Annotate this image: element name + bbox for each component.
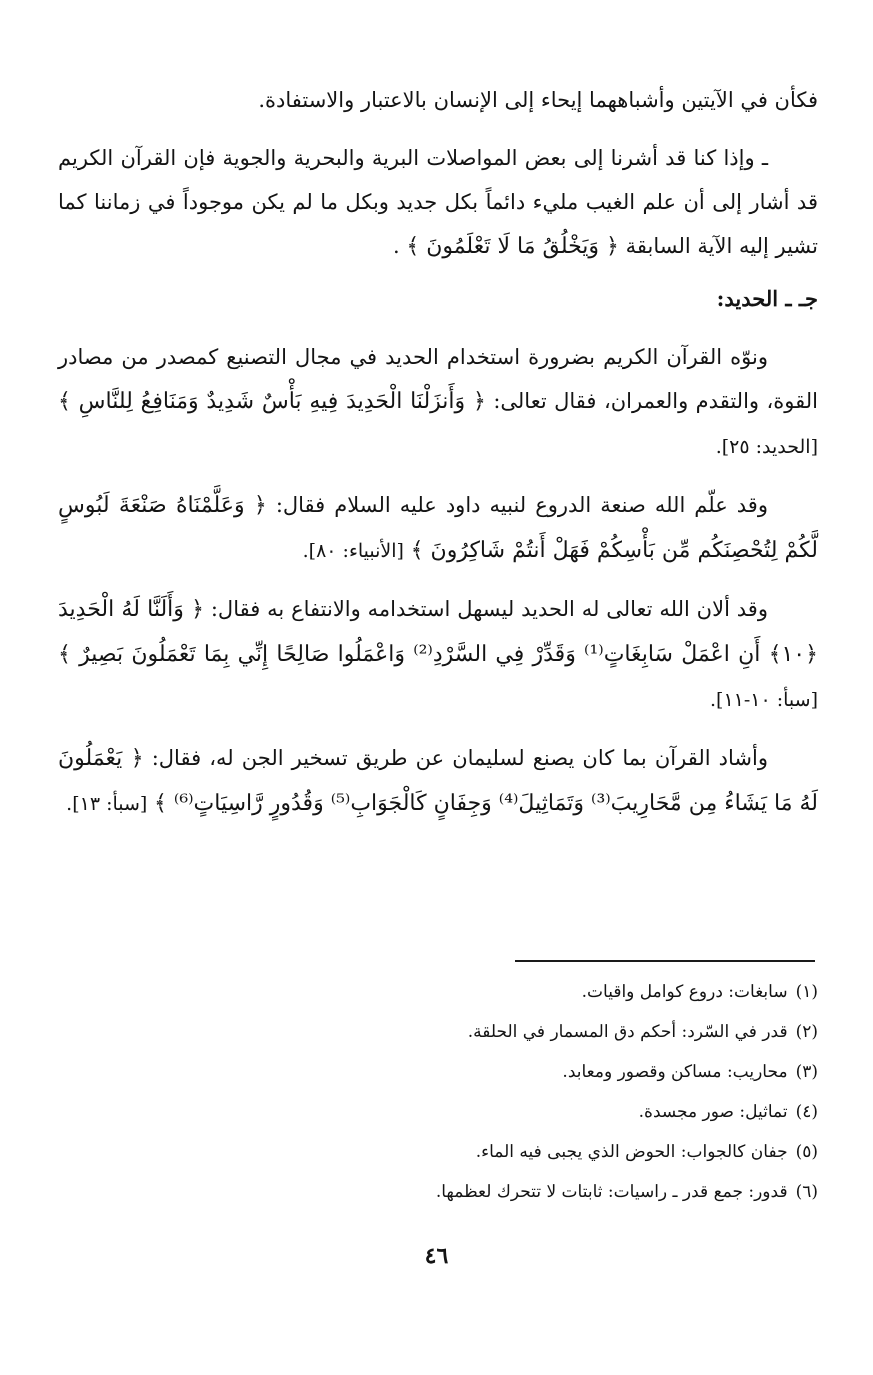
page-number: ٤٦ [424,1243,449,1269]
paragraph-intro [58,78,818,122]
footnote-item [58,1062,818,1082]
footnote-number: (٤) [795,1102,818,1122]
verse-citation: [الحديد: ٢٥]. [715,436,818,458]
quran-verse: ﴿ يَعْمَلُونَ لَهُ مَا يَشَاءُ مِن مَّحَارِيبَ⁽³⁾ وَتَمَاثِيلَ⁽⁴⁾ وَجِفَانٍ كَالْجَوَابِ⁽⁵⁾ وَقُدُورٍ رَّاسِيَاتٍ⁽⁶⁾ ﴾ [58,746,818,816]
footnote-item [58,1102,818,1122]
section-heading: جـ ـ الحديد: [716,286,818,311]
footnote-text: تماثيل: صور مجسدة. [638,1102,788,1122]
footnote-item [58,982,818,1002]
quran-verse: ﴿ وَيَخْلُقُ مَا لَا تَعْلَمُونَ ﴾ [406,234,619,259]
paragraph-iron [58,335,818,469]
footnote-text: سابغات: دروع كوامل واقيات. [581,982,788,1002]
verse-citation: [سبأ: ١٣]. [66,793,148,815]
footnote-number: (٦) [795,1182,818,1202]
footnotes [58,982,818,1222]
footnote-item [58,1142,818,1162]
verse-citation: [سبأ: ١٠-١١]. [709,689,818,711]
paragraph-text: وقد علّم الله صنعة الدروع لنبيه داود عليه السلام فقال: [275,493,768,517]
paragraph-text: وأشاد القرآن بما كان يصنع لسليمان عن طريق تسخير الجن له، فقال: [151,746,768,770]
footnote-number: (٥) [795,1142,818,1162]
footnote-item [58,1022,818,1042]
verse-citation: [الأنبياء: ٨٠]. [302,540,404,562]
paragraph-sulayman [58,736,818,826]
paragraph-text: ـ وإذا كنا قد أشرنا إلى بعض المواصلات البرية والبحرية والجوية فإن القرآن الكريم قد أشار إلى أن علم الغيب مليء دائماً بكل جديد وبكل ما لم يكن موجوداً في زماننا كما تشير إليه الآية السابقة [58,146,818,258]
paragraph-text: وقد ألان الله تعالى له الحديد ليسهل استخدامه والانتفاع به فقال: [210,597,768,621]
footnote-item [58,1182,818,1202]
footnote-text: جفان كالجواب: الحوض الذي يجبى فيه الماء. [475,1142,788,1162]
quran-verse: ﴿ وَأَلَنَّا لَهُ الْحَدِيدَ ﴿١٠﴾ أَنِ اعْمَلْ سَابِغَاتٍ⁽¹⁾ وَقَدِّرْ فِي السَّرْدِ⁽²⁾ وَاعْمَلُوا صَالِحًا إِنِّي بِمَا تَعْمَلُونَ بَصِيرٌ ﴾ [58,597,818,667]
footnote-number: (٣) [795,1062,818,1082]
paragraph-armor [58,483,818,573]
footnote-text: قدر في السّرد: أحكم دق المسمار في الحلقة. [467,1022,788,1042]
footnote-number: (١) [795,982,818,1002]
footnote-text: محاريب: مساكن وقصور ومعابد. [562,1062,788,1082]
paragraph-end: . [392,234,400,258]
quran-verse: ﴿ وَعَلَّمْنَاهُ صَنْعَةَ لَبُوسٍ لَّكُمْ لِتُحْصِنَكُم مِّن بَأْسِكُمْ فَهَلْ أَنتُمْ شَاكِرُونَ ﴾ [58,493,818,563]
paragraph-text: فكأن في الآيتين وأشباههما إيحاء إلى الإنسان بالاعتبار والاستفادة. [258,88,818,112]
quran-verse: ﴿ وَأَنزَلْنَا الْحَدِيدَ فِيهِ بَأْسٌ شَدِيدٌ وَمَنَافِعُ لِلنَّاسِ ﴾ [58,389,486,414]
page-body [58,78,818,826]
paragraph-soften-iron [58,587,818,722]
footnote-text: قدور: جمع قدر ـ راسيات: ثابتات لا تتحرك لعظمها. [435,1182,788,1202]
paragraph-text: ونوّه القرآن الكريم بضرورة استخدام الحديد في مجال التصنيع كمصدر من مصادر القوة، والتقدم والعمران، فقال تعالى: [58,345,819,413]
paragraph-transport [58,136,818,269]
footnote-divider [515,960,815,962]
footnote-number: (٢) [795,1022,818,1042]
